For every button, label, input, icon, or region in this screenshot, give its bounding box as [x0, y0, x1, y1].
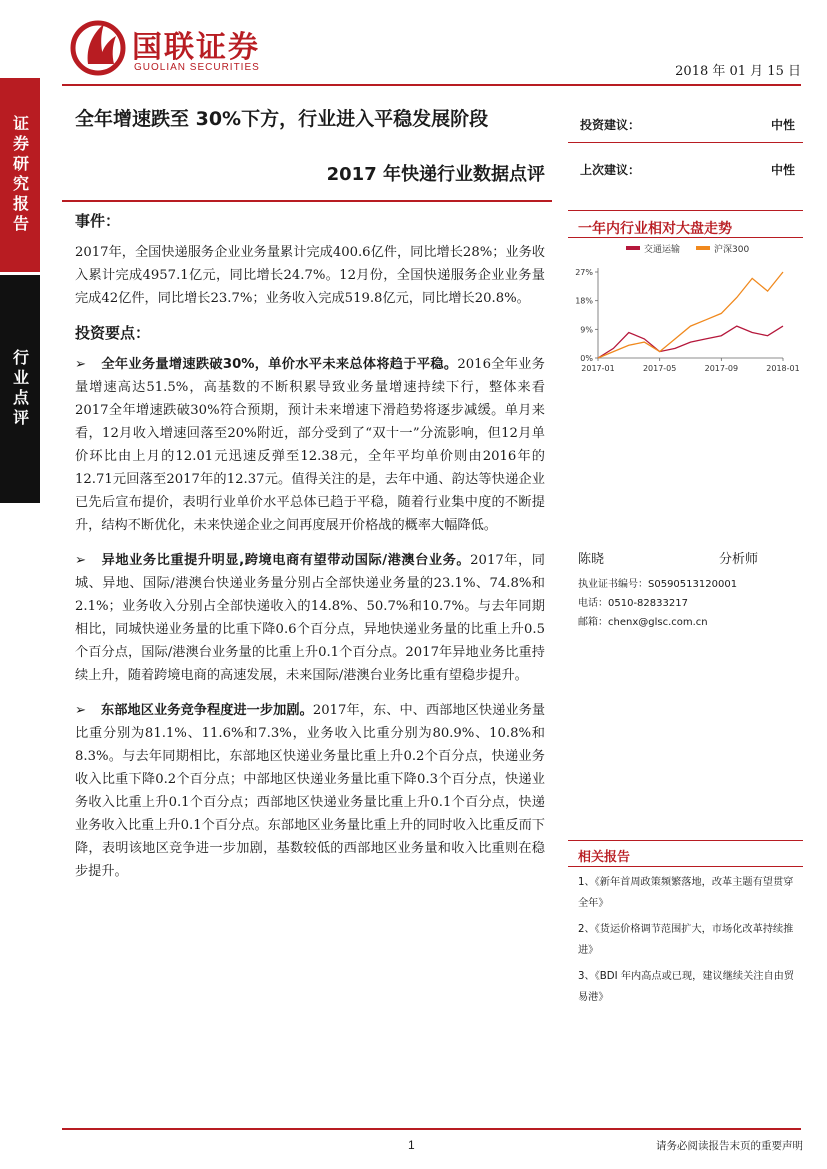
y-tick-label: 18%: [575, 296, 593, 306]
side-tab-category: [0, 275, 40, 503]
x-tick-label: 2017-05: [642, 364, 677, 373]
related-list: [578, 872, 803, 1013]
side-tab-label: 证券研究报告: [10, 115, 30, 235]
series-line: [598, 272, 783, 358]
logo-text-en: GUOLIAN SECURITIES: [134, 62, 260, 73]
related-report-link[interactable]: 3、《BDI 年内高点或已现，建议继续关注自由贸易港》: [578, 971, 795, 1003]
legend-swatch: [696, 246, 710, 250]
point-title: 全年业务量增速跌破30%，单价水平未来总体将趋于平稳。: [101, 357, 458, 372]
chart-title: 一年内行业相对大盘走势: [578, 221, 732, 237]
relative-performance-chart: [568, 238, 803, 378]
report-date: 2018 年 01 月 15 日: [675, 64, 801, 79]
related-heading: 相关报告: [578, 850, 631, 865]
point-title: 东部地区业务竞争程度进一步加剧。: [101, 703, 313, 718]
side-tab-report-type: [0, 78, 40, 272]
analyst-email: [578, 613, 803, 632]
related-report-link[interactable]: 1、《新年首周政策频繁落地，改革主题有望贯穿全年》: [578, 877, 794, 909]
related-report-link[interactable]: 2、《货运价格调节范围扩大，市场化改革持续推进》: [578, 924, 794, 956]
analyst-phone-value: 0510-82833217: [608, 598, 688, 609]
rating-current-label: 投资建议：: [580, 118, 641, 132]
series-line: [598, 326, 783, 358]
point-item: [75, 549, 545, 687]
arrow-bullet-icon: ➢: [75, 357, 87, 372]
logo-emblem-icon: [70, 18, 126, 76]
point-item: [75, 353, 545, 537]
point-item: [75, 699, 545, 883]
chart-svg: [568, 238, 803, 378]
page-subtitle: 2017 年快递行业数据点评: [326, 164, 545, 185]
x-tick-label: 2017-01: [581, 364, 615, 373]
y-tick-label: 0%: [580, 354, 593, 363]
legend-label: 沪深300: [714, 245, 750, 255]
x-tick-label: 2017-09: [704, 364, 739, 373]
event-heading: 事件：: [75, 212, 121, 230]
analyst-email-label: 邮箱：: [578, 617, 608, 628]
point-text: 2016全年业务量增速高达51.5%，高基数的不断积累导致业务量增速持续下行，整体来看2017全年增速跌破30%符合预期，预计未来增速下滑趋势将逐步减缓。单月来看，12月收入增速回落至20%附近，部分受到了“双十一”分流影响，但12月单价环比由上月的12.01元迅速反弹至12.38元，全年平均单价则由2016年的12.71元回落至2017年的12.37元。值得关注的是，去年中通、韵达等快递企业已先后宣布提价，表明行业单价水平总体已趋于平稳，随着行业集中度的不断提升，结构不断优化，未来快递企业之间再度展开价格战的概率大幅降低。: [75, 357, 545, 533]
point-title: 异地业务比重提升明显,跨境电商有望带动国际/港澳台业务。: [101, 553, 471, 568]
analyst-cert-label: 执业证书编号：: [578, 579, 648, 590]
rating-previous-value: 中性: [770, 163, 795, 177]
point-text: 2017年，东、中、西部地区快递业务量比重分别为81.1%、11.6%和7.3%，业务收入比重分别为80.9%、10.8%和8.3%。与去年同期相比，东部地区快递业务量比重上升0.2个百分点，快递业务收入比重下降0.2个百分点；中部地区快递业务量比重下降0.3个百分点，快递业务收入比重上升0.1个百分点；西部地区快递业务量比重上升0.1个百分点，快递业务收入比重上升0.1个百分点。东部地区业务量比重上升的同时收入比重反而下降，表明该地区竞争进一步加剧，基数较低的西部地区业务量和收入比重则在稳步提升。: [75, 703, 546, 879]
x-tick-label: 2018-01: [766, 364, 800, 373]
rating-current-value: 中性: [770, 118, 795, 132]
company-logo: [70, 18, 300, 80]
page-title: 全年增速跌至 30%下方，行业进入平稳发展阶段: [75, 108, 489, 130]
analyst-phone: [578, 594, 803, 613]
y-tick-label: 9%: [580, 325, 593, 335]
page-number: 1: [408, 1138, 415, 1152]
legend-swatch: [626, 246, 640, 250]
section-divider: [62, 200, 552, 202]
legend-label: 交通运输: [644, 245, 681, 255]
y-tick-label: 27%: [575, 268, 593, 277]
analyst-email-value: chenx@glsc.com.cn: [608, 617, 708, 628]
arrow-bullet-icon: ➢: [75, 553, 87, 568]
footer-divider: [62, 1128, 801, 1130]
logo-text-cn: 国联证券: [132, 30, 260, 65]
main-content: [75, 210, 545, 895]
point-text: 2017年，同城、异地、国际/港澳台快递业务量分别占全部快递业务量的23.1%、74.8%和2.1%；业务收入分别占全部快递收入的14.8%、50.7%和10.7%。与去年同期相比，同城快递业务量的比重下降0.6个百分点，异地快递业务量的比重上升0.5个百分点，国际/港澳台业务量的比重上升0.1个百分点。2017年异地业务比重持续上升，随着跨境电商的高速发展，未来国际/港澳台业务比重有望稳步提升。: [75, 553, 545, 683]
rating-divider: [568, 142, 803, 143]
analyst-role: 分析师: [718, 552, 758, 567]
related-divider: [568, 866, 803, 867]
analyst-card: [578, 548, 803, 632]
arrow-bullet-icon: ➢: [75, 703, 87, 718]
event-text: 2017年，全国快递服务企业业务量累计完成400.6亿件，同比增长28%；业务收入累计完成4957.1亿元，同比增长24.7%。12月份，全国快递服务企业业务量完成42亿件，同比增长23.7%；业务收入完成519.8亿元，同比增长20.8%。: [75, 245, 545, 306]
analyst-cert: [578, 575, 803, 594]
related-top-divider: [568, 840, 803, 841]
side-tab-label: 行业点评: [10, 349, 30, 429]
points-heading: 投资要点：: [75, 324, 151, 342]
analyst-name: 陈晓: [578, 552, 605, 567]
analyst-cert-value: S0590513120001: [648, 579, 738, 590]
footer-disclaimer: 请务必阅读报告末页的重要声明: [656, 1140, 803, 1152]
chart-top-divider: [568, 210, 803, 211]
header-divider: [62, 84, 801, 86]
analyst-phone-label: 电话：: [578, 598, 608, 609]
rating-previous-label: 上次建议：: [580, 163, 641, 177]
